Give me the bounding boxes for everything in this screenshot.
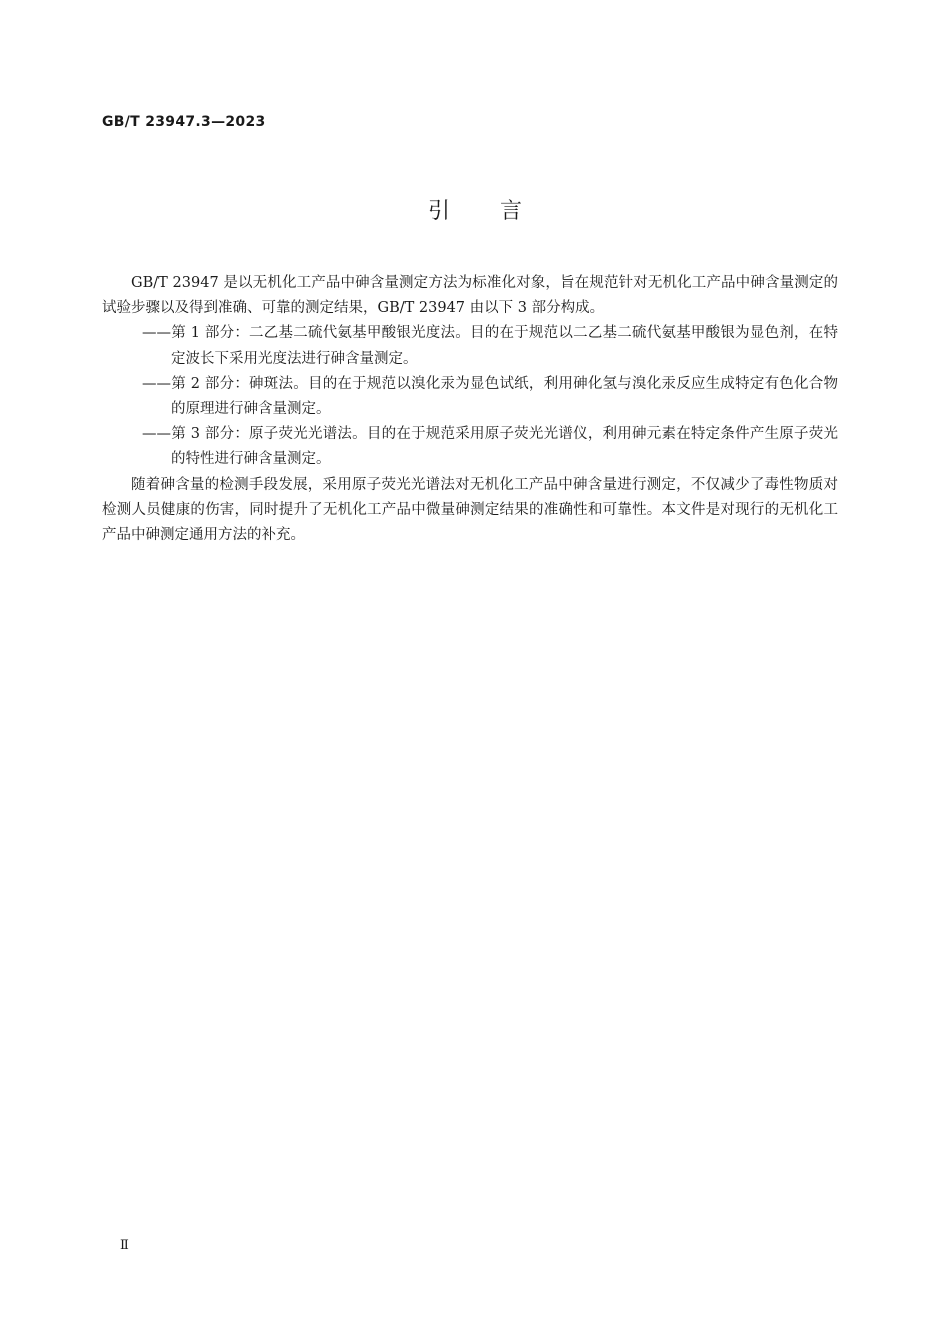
- closing-paragraph: 随着砷含量的检测手段发展，采用原子荧光光谱法对无机化工产品中砷含量进行测定，不仅减少了毒性物质对检测人员健康的伤害，同时提升了无机化工产品中微量砷测定结果的准确性和可靠性。本文件是对现行的无机化工产品中砷测定通用方法的补充。: [102, 476, 838, 544]
- standard-number: GB/T 23947.3—2023: [102, 114, 266, 130]
- intro-paragraph: GB/T 23947 是以无机化工产品中砷含量测定方法为标准化对象，旨在规范针对无机化工产品中砷含量测定的试验步骤以及得到准确、可靠的测定结果，GB/T 23947 由以下 3 部分构成。: [102, 275, 838, 317]
- list-item-part-1: ——第 1 部分：二乙基二硫代氨基甲酸银光度法。目的在于规范以二乙基二硫代氨基甲酸银为显色剂，在特定波长下采用光度法进行砷含量测定。: [142, 325, 838, 367]
- document-body: [102, 271, 838, 548]
- page-number: Ⅱ: [120, 1238, 129, 1253]
- list-item-part-2: ——第 2 部分：砷斑法。目的在于规范以溴化汞为显色试纸，利用砷化氢与溴化汞反应生成特定有色化合物的原理进行砷含量测定。: [142, 375, 838, 418]
- page-title: 引言: [427, 199, 572, 224]
- list-item-part-3: ——第 3 部分：原子荧光光谱法。目的在于规范采用原子荧光光谱仪，利用砷元素在特定条件产生原子荧光的特性进行砷含量测定。: [142, 426, 838, 468]
